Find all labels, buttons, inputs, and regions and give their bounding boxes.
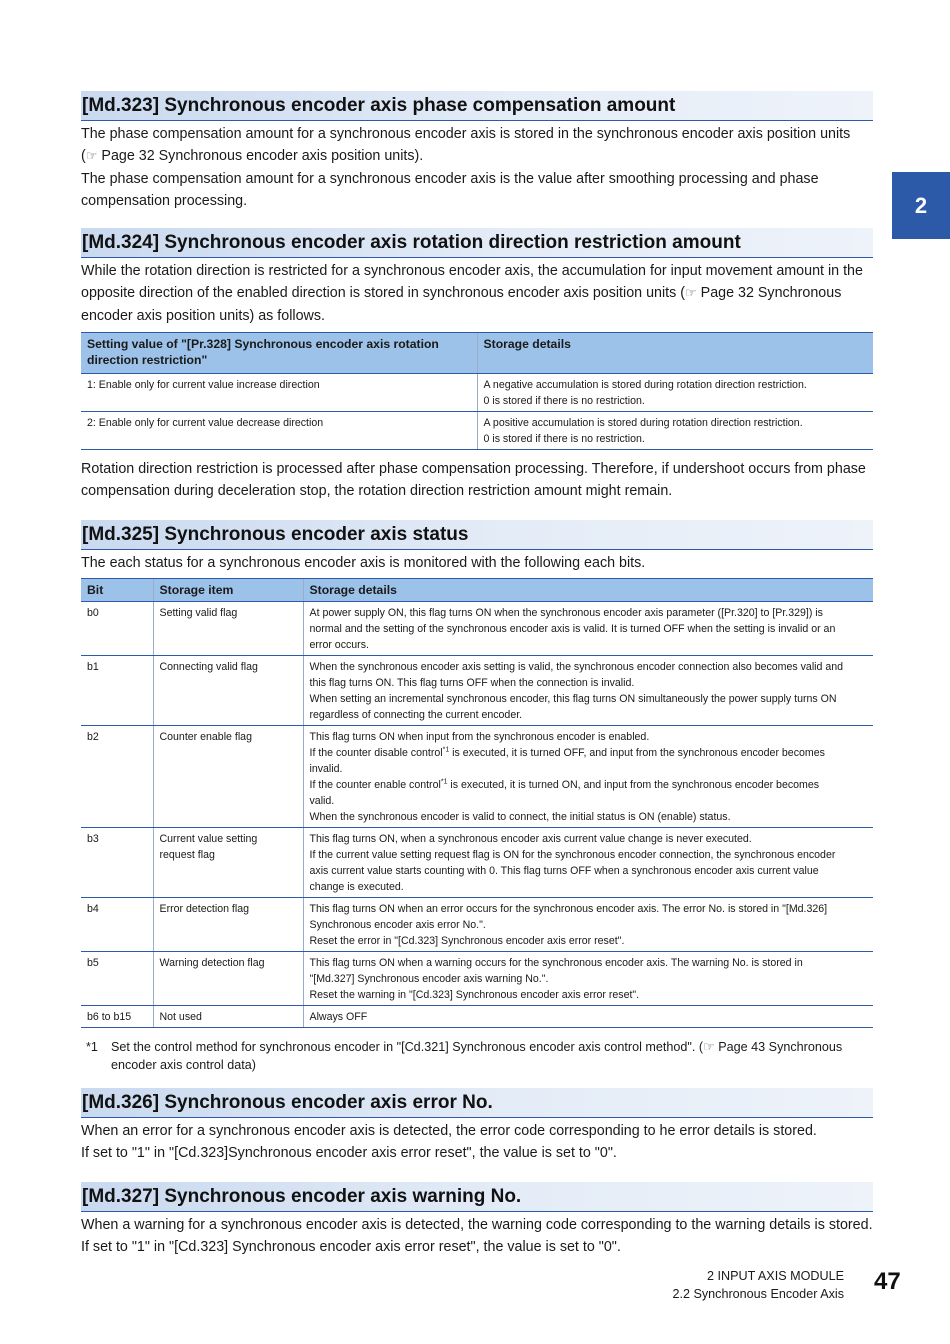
md324-after-paragraph-1: Rotation direction restriction is processed after phase compensation processing. Therefore, if undershoot occurs from phase <box>81 461 866 478</box>
md324-body <box>81 260 873 327</box>
detail-text: If the counter disable control <box>309 746 443 759</box>
footnote <box>81 1038 873 1074</box>
detail-text: If the counter enable control <box>309 778 441 791</box>
detail-text: is executed, it is turned OFF, and input from the synchronous encoder becomes <box>449 746 825 759</box>
encoder-status-table <box>81 578 873 1028</box>
md323-page-reference-link[interactable]: Page 32 Synchronous encoder axis position units). <box>101 148 424 165</box>
storage-details-cell <box>303 601 873 655</box>
table-row <box>81 374 873 412</box>
md323-ref-open: ( <box>81 148 86 165</box>
table-header-storage-details: Storage details <box>303 578 873 601</box>
detail-line: This flag turns ON when an error occurs for the synchronous encoder axis. The error No. is stored in "[Md.326] <box>309 902 828 915</box>
table-row <box>81 951 873 1005</box>
detail-line: Synchronous encoder axis error No.". <box>309 918 486 931</box>
detail-line: axis current value starts counting with 0. This flag turns OFF when a synchronous encoder axis current value <box>309 864 819 877</box>
page-content <box>81 91 873 1258</box>
detail-line: Reset the warning in "[Cd.323] Synchronous encoder axis error reset". <box>309 988 640 1001</box>
bit-cell: b0 <box>81 601 153 655</box>
table-row <box>81 827 873 897</box>
md325-paragraph-1: The each status for a synchronous encoder axis is monitored with the following each bits. <box>81 554 646 571</box>
detail-line: normal and the setting of the synchronous encoder axis is valid. It is turned OFF when the setting is invalid or an <box>309 622 836 635</box>
footer-section: 2.2 Synchronous Encoder Axis <box>672 1287 844 1301</box>
setting-value-cell: 1: Enable only for current value increase direction <box>81 374 477 412</box>
bit-cell: b4 <box>81 897 153 951</box>
bit-cell: b1 <box>81 655 153 725</box>
bit-cell: b3 <box>81 827 153 897</box>
section-heading-md325: [Md.325] Synchronous encoder axis status <box>81 520 873 550</box>
detail-line: This flag turns ON, when a synchronous encoder axis current value change is never executed. <box>309 832 752 845</box>
md324-after-table <box>81 458 873 503</box>
md326-paragraph-2: If set to "1" in "[Cd.323]Synchronous encoder axis error reset", the value is set to "0". <box>81 1145 617 1162</box>
table-header-setting-value: Setting value of "[Pr.328] Synchronous encoder axis rotation direction restriction" <box>81 333 477 374</box>
detail-line: Always OFF <box>309 1010 368 1023</box>
footnote-page-reference-link[interactable]: Page 43 Synchronous <box>718 1039 843 1054</box>
pointing-hand-reference-icon: ☞ <box>685 285 697 301</box>
section-heading-md323: [Md.323] Synchronous encoder axis phase compensation amount <box>81 91 873 121</box>
storage-details-cell <box>303 827 873 897</box>
md324-paragraph-1: While the rotation direction is restricted for a synchronous encoder axis, the accumulation for input movement amount in the <box>81 263 863 280</box>
bit-cell: b5 <box>81 951 153 1005</box>
footer-chapter: 2 INPUT AXIS MODULE <box>707 1269 844 1283</box>
md324-page-reference-link[interactable]: Page 32 Synchronous <box>700 285 842 302</box>
footnote-reference[interactable]: *1 <box>442 746 450 754</box>
detail-line <box>310 777 868 793</box>
storage-details-cell <box>303 897 873 951</box>
page-number: 47 <box>874 1268 901 1295</box>
detail-line: A negative accumulation is stored during rotation direction restriction. <box>483 379 807 392</box>
detail-line: error occurs. <box>309 638 369 651</box>
section-heading-md324: [Md.324] Synchronous encoder axis rotation direction restriction amount <box>81 228 873 258</box>
setting-value-cell: 2: Enable only for current value decrease direction <box>81 412 477 450</box>
detail-line: This flag turns ON when a warning occurs for the synchronous encoder axis. The warning No. is stored in <box>309 956 803 969</box>
item-line: Not used <box>159 1010 202 1023</box>
md323-reference-line <box>81 145 873 167</box>
detail-line: When setting an incremental synchronous encoder, this flag turns ON simultaneously the power supply turns ON <box>309 692 837 705</box>
detail-line: invalid. <box>309 762 343 775</box>
bit-cell: b6 to b15 <box>81 1005 153 1027</box>
item-line: Warning detection flag <box>159 956 265 969</box>
md327-paragraph-2: If set to "1" in "[Cd.323] Synchronous encoder axis error reset", the value is set to "0". <box>81 1238 621 1255</box>
detail-line: When the synchronous encoder axis setting is valid, the synchronous encoder connection also becomes valid and <box>309 660 844 673</box>
detail-line: At power supply ON, this flag turns ON when the synchronous encoder axis parameter ([Pr.320] to [Pr.329]) is <box>309 606 823 619</box>
md326-body <box>81 1120 873 1165</box>
rotation-restriction-table <box>81 332 873 450</box>
footnote-mark: *1 <box>86 1039 98 1054</box>
section-heading-md327: [Md.327] Synchronous encoder axis warning No. <box>81 1182 873 1212</box>
detail-line: 0 is stored if there is no restriction. <box>483 395 645 408</box>
md324-paragraph-2-text: opposite direction of the enabled direction is stored in synchronous encoder axis position units ( <box>81 285 686 302</box>
footnote-line-2: encoder axis control data) <box>111 1057 256 1072</box>
storage-details-cell <box>303 655 873 725</box>
detail-line: valid. <box>309 794 335 807</box>
detail-line: This flag turns ON when input from the synchronous encoder is enabled. <box>309 730 650 743</box>
table-row <box>81 601 873 655</box>
storage-item-cell <box>153 897 303 951</box>
table-row <box>81 1005 873 1027</box>
footnote-line-1 <box>111 1038 873 1056</box>
storage-details-cell <box>303 725 873 827</box>
storage-details-cell <box>477 412 873 450</box>
detail-line: regardless of connecting the current encoder. <box>309 708 523 721</box>
item-line: Counter enable flag <box>159 730 252 743</box>
table-row <box>81 412 873 450</box>
bit-cell: b2 <box>81 725 153 827</box>
storage-details-cell <box>477 374 873 412</box>
detail-text: is executed, it is turned ON, and input from the synchronous encoder becomes <box>447 778 820 791</box>
item-line: request flag <box>159 848 215 861</box>
detail-line: change is executed. <box>309 880 404 893</box>
detail-line: Reset the error in "[Cd.323] Synchronous encoder axis error reset". <box>309 934 625 947</box>
footnote-text: Set the control method for synchronous encoder in "[Cd.321] Synchronous encoder axis control method". ( <box>111 1039 704 1054</box>
md327-paragraph-1: When a warning for a synchronous encoder axis is detected, the warning code corresponding to the warning details is stored. <box>81 1216 873 1233</box>
md326-paragraph-1: When an error for a synchronous encoder axis is detected, the error code corresponding to he error details is stored. <box>81 1122 817 1139</box>
pointing-hand-reference-icon: ☞ <box>703 1038 715 1054</box>
detail-line: A positive accumulation is stored during rotation direction restriction. <box>483 417 803 430</box>
md323-paragraph-3: compensation processing. <box>81 192 248 209</box>
md327-body <box>81 1214 873 1259</box>
detail-line: 0 is stored if there is no restriction. <box>483 433 645 446</box>
md323-paragraph-2: The phase compensation amount for a synchronous encoder axis is the value after smoothing processing and phase <box>81 170 819 187</box>
md323-body <box>81 123 873 212</box>
table-header-storage-item: Storage item <box>153 578 303 601</box>
item-line: Connecting valid flag <box>159 660 258 673</box>
storage-details-cell <box>303 951 873 1005</box>
md323-paragraph-1: The phase compensation amount for a synchronous encoder axis is stored in the synchronous encoder axis position units <box>81 126 851 142</box>
pointing-hand-reference-icon: ☞ <box>85 148 98 164</box>
storage-item-cell <box>153 1005 303 1027</box>
storage-item-cell <box>153 951 303 1005</box>
storage-item-cell <box>153 725 303 827</box>
section-heading-md326: [Md.326] Synchronous encoder axis error No. <box>81 1088 873 1118</box>
detail-line: If the current value setting request flag is ON for the synchronous encoder connection, the synchronous encoder <box>309 848 836 861</box>
footnote-reference[interactable]: *1 <box>440 778 448 786</box>
item-line: Current value setting <box>159 832 258 845</box>
storage-item-cell <box>153 827 303 897</box>
storage-item-cell <box>153 601 303 655</box>
detail-line: "[Md.327] Synchronous encoder axis warning No.". <box>309 972 549 985</box>
detail-line: When the synchronous encoder is valid to connect, the initial status is ON (enable) status. <box>309 810 731 823</box>
table-row <box>81 897 873 951</box>
storage-details-cell <box>303 1005 873 1027</box>
chapter-tab[interactable]: 2 <box>892 172 950 239</box>
detail-line: this flag turns ON. This flag turns OFF when the connection is invalid. <box>309 676 635 689</box>
table-row <box>81 655 873 725</box>
md324-paragraph-3: encoder axis position units) as follows. <box>81 307 325 324</box>
table-header-storage-details: Storage details <box>477 333 873 374</box>
detail-line <box>310 745 868 761</box>
item-line: Setting valid flag <box>159 606 238 619</box>
md324-paragraph-2 <box>81 282 873 304</box>
item-line: Error detection flag <box>159 902 250 915</box>
table-row <box>81 725 873 827</box>
table-header-bit: Bit <box>81 578 153 601</box>
page-footer <box>672 1267 844 1303</box>
storage-item-cell <box>153 655 303 725</box>
md324-after-paragraph-2: compensation during deceleration stop, the rotation direction restriction amount might remain. <box>81 483 673 500</box>
